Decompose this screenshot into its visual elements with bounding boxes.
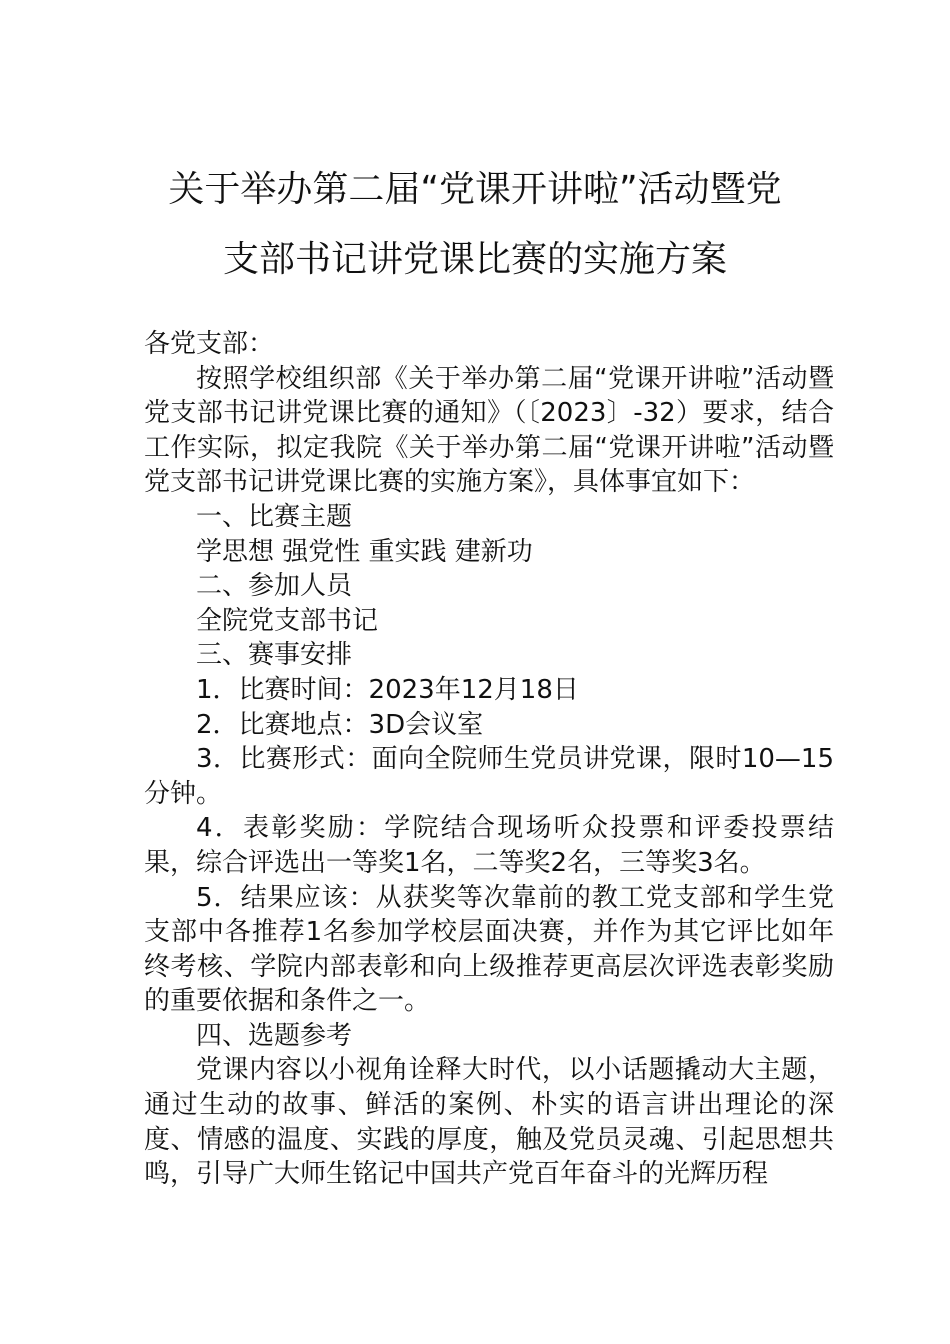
intro-paragraph: 按照学校组织部《关于举办第二届“党课开讲啦”活动暨党支部书记讲党课比赛的通知》（〔2023〕-32）要求，结合工作实际，拟定我院《关于举办第二届“党课开讲啦”活动暨党支部书记讲党课比赛的实施方案》，具体事宜如下： (144, 363, 834, 498)
section-2-text: 全院党支部书记 (196, 605, 379, 636)
salutation: 各党支部： (144, 329, 275, 359)
section-3-heading: 三、赛事安排 (196, 640, 353, 671)
section-1-heading: 一、比赛主题 (196, 501, 353, 532)
title-line-2: 支部书记讲党课比赛的实施方案 (222, 239, 727, 280)
schedule-item-awards: 4．表彰奖励：学院结合现场听众投票和评委投票结果，综合评选出一等奖1名，二等奖2名，三等奖3名。 (144, 813, 834, 878)
schedule-item-location: 2．比赛地点：3D会议室 (196, 709, 484, 740)
schedule-item-results: 5．结果应该：从获奖等次靠前的教工党支部和学生党支部中各推荐1名参加学校层面决赛，并作为其它评比如年终考核、学院内部表彰和向上级推荐更高层次评选表彰奖励的重要依据和条件之一。 (144, 882, 834, 1017)
schedule-item-format: 3．比赛形式：面向全院师生党员讲党课，限时10—15分钟。 (144, 744, 834, 809)
section-4-text: 党课内容以小视角诠释大时代，以小话题撬动大主题，通过生动的故事、鲜活的案例、朴实的语言讲出理论的深度、情感的温度、实践的厚度，触及党员灵魂、引起思想共鸣，引导广大师生铭记中国共产党百年奋斗的光辉历程 (144, 1055, 834, 1190)
title-line-1: 关于举办第二届“党课开讲啦”活动暨党 (168, 169, 782, 210)
document-body (144, 327, 834, 1192)
section-2-heading: 二、参加人员 (196, 571, 353, 602)
schedule-item-time: 1．比赛时间：2023年12月18日 (196, 674, 579, 705)
section-4-heading: 四、选题参考 (196, 1020, 353, 1051)
section-1-text: 学思想 强党性 重实践 建新功 (196, 536, 533, 567)
